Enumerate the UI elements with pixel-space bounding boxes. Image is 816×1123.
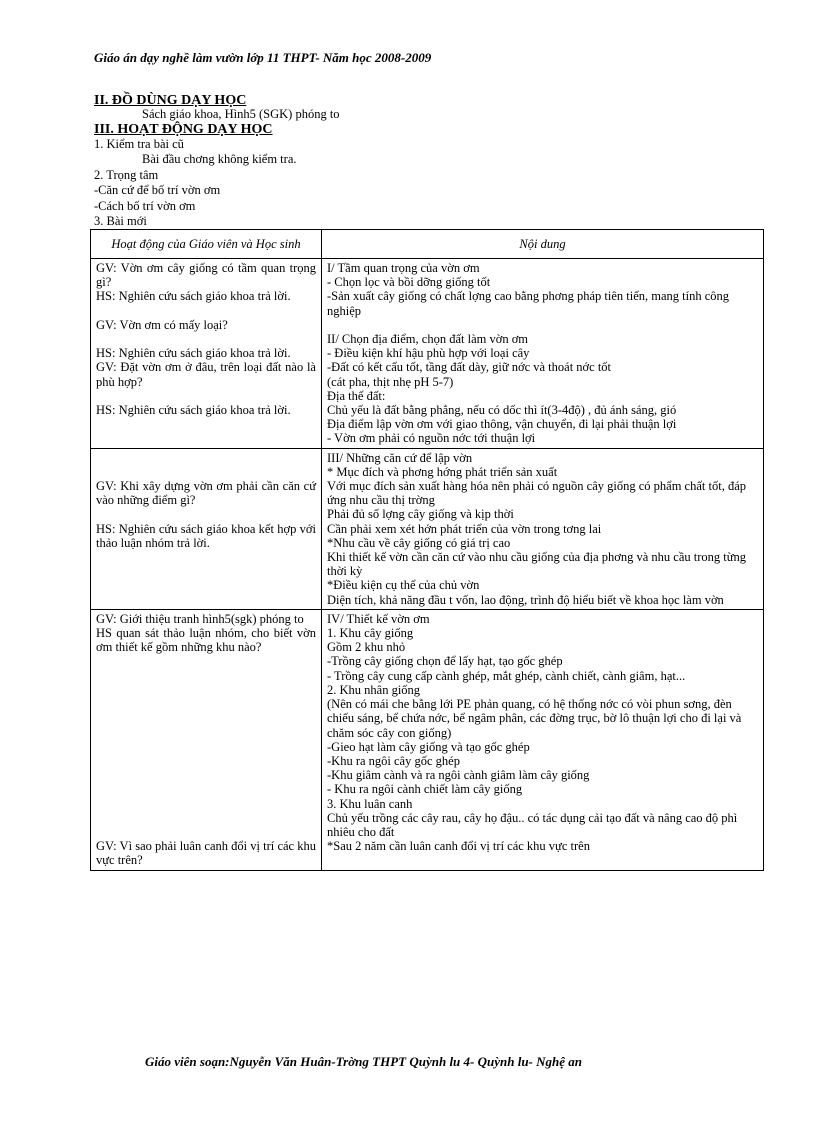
row-3-activities	[91, 609, 322, 870]
row-1-activities	[91, 259, 322, 449]
cell-line	[96, 389, 316, 403]
cell-line: -Sản xuất cây giống có chất lợng cao bằng phơng pháp tiên tiến, mang tính công nghiệp	[327, 289, 730, 318]
cell-line: Chủ yếu trồng các cây rau, cây họ đậu.. có tác dụng cải tạo đất và nâng cao độ phì nhiêu cho đất	[327, 810, 738, 839]
header-activities: Hoạt động của Giáo viên và Học sinh	[91, 230, 322, 259]
header-content: Nội dung	[322, 230, 764, 259]
section-2-line: Sách giáo khoa, Hình5 (SGK) phóng to	[142, 107, 340, 121]
cell-line	[96, 654, 316, 668]
cell-line	[96, 740, 316, 754]
cell-line: -Khu ra ngôi cây gốc ghép	[327, 753, 460, 768]
section-2-title: II. ĐỒ DÙNG DẠY HỌC	[94, 93, 247, 108]
section-3-title: III. HOẠT ĐỘNG DẠY HỌC	[94, 122, 273, 137]
cell-line: - Trồng cây cung cấp cành ghép, mắt ghép, cành chiết, cành giâm, hạt...	[327, 668, 686, 683]
lesson-table	[90, 229, 764, 871]
cell-line	[96, 754, 316, 768]
table-row	[91, 448, 764, 609]
cell-line: 1. Khu cây giống	[327, 626, 414, 641]
cell-line	[96, 683, 316, 697]
cell-line: GV: Vì sao phải luân canh đổi vị trí các khu vực trên?	[96, 839, 316, 868]
cell-line: - Vờn ơm phải có nguồn nớc tới thuận lợi	[327, 431, 536, 446]
cell-line: HS: Nghiên cứu sách giáo khoa kết hợp với thảo luận nhóm trả lời.	[96, 521, 316, 550]
table-header-row	[91, 230, 764, 259]
row-3-content	[322, 609, 764, 870]
cell-line: II/ Chọn địa điểm, chọn đất làm vờn ơm	[327, 332, 529, 347]
cell-line: IV/ Thiết kế vờn ơm	[327, 611, 430, 626]
cell-line: - Khu ra ngôi cành chiết làm cây giống	[327, 782, 523, 797]
cell-line: HS: Nghiên cứu sách giáo khoa trả lời.	[96, 346, 291, 361]
cell-line	[96, 782, 316, 796]
section-3-line-4: -Căn cứ để bố trí vờn ơm	[94, 183, 221, 197]
row-1-content	[322, 259, 764, 449]
page-header: Giáo án dạy nghề làm vườn lớp 11 THPT- Năm học 2008-2009	[94, 50, 432, 65]
cell-line: - Điều kiện khí hậu phù hợp với loại cây	[327, 346, 530, 361]
cell-line: GV: Vờn ơm có mấy loại?	[96, 317, 228, 332]
cell-line: 3. Khu luân canh	[327, 796, 413, 811]
cell-line: GV: Khi xây dựng vờn ơm phải cần căn cứ vào những điểm gì?	[96, 479, 316, 508]
row-2-content	[322, 448, 764, 609]
section-3-line-5: -Cách bố trí vờn ơm	[94, 199, 196, 213]
cell-line: HS: Nghiên cứu sách giáo khoa trả lời.	[96, 403, 291, 418]
cell-line: Chủ yếu là đất bằng phẳng, nếu có dốc thì ít(3-4độ) , đủ ánh sáng, gió	[327, 403, 677, 418]
cell-line: *Điều kiện cụ thể của chủ vờn	[327, 578, 480, 593]
cell-line: * Mục đích và phơng hớng phát triển sản xuất	[327, 464, 558, 479]
cell-line	[96, 451, 316, 465]
cell-line: Khi thiết kế vờn cần căn cứ vào nhu cầu giống của địa phơng và nhu cầu trong từng thời kỳ	[327, 550, 747, 579]
cell-line: -Trồng cây giống chọn để lấy hạt, tạo gốc ghép	[327, 654, 563, 669]
cell-line: Cần phải xem xét hớn phát triển của vờn trong tơng lai	[327, 521, 602, 536]
cell-line: GV: Đặt vờn ơm ở đâu, trên loại đất nào là phù hợp?	[96, 360, 316, 389]
cell-line	[96, 507, 316, 521]
cell-line: -Khu giâm cành và ra ngôi cành giâm làm cây giống	[327, 768, 590, 783]
table-row	[91, 259, 764, 449]
cell-line	[96, 768, 316, 782]
cell-line: HS quan sát thảo luận nhóm, cho biết vờn ơm thiết kế gồm những khu nào?	[96, 626, 316, 655]
cell-line: -Đất có kết cấu tốt, tầng đất dày, giữ nớc và thoát nớc tốt	[327, 360, 612, 375]
cell-line: 2. Khu nhân giống	[327, 682, 421, 697]
cell-line	[96, 811, 316, 825]
cell-line: Diện tích, khả năng đầu t vốn, lao động, trình độ hiểu biết về khoa học làm vờn	[327, 592, 724, 607]
cell-line	[96, 711, 316, 725]
cell-line: III/ Những căn cứ để lập vờn	[327, 450, 473, 465]
cell-line: Địa thế đất:	[327, 388, 386, 403]
cell-line: Phải đủ số lợng cây giống và kịp thời	[327, 507, 514, 522]
page-footer: Giáo viên soạn:Nguyễn Văn Huân-Trờng THPT Quỳnh lu 4- Quỳnh lu- Nghệ an	[145, 1054, 583, 1069]
cell-line: GV: Vờn ơm cây giống có tầm quan trọng gì?	[96, 261, 316, 290]
cell-line	[96, 797, 316, 811]
cell-line: (Nên có mái che bằng lới PE phản quang, có hệ thống nớc có vòi phun sơng, đèn chiếu sáng, bể chứa nớc, bể ngâm phân, các đờng trục, bờ lô thuận lợi cho đi lại và chăm sóc cây con giống)	[327, 697, 742, 740]
cell-line	[96, 726, 316, 740]
cell-line: I/ Tầm quan trọng của vờn ơm	[327, 261, 480, 275]
cell-line: - Chọn lọc và bồi dỡng giống tốt	[327, 275, 491, 290]
cell-line: *Nhu cầu về cây giống có giá trị cao	[327, 535, 511, 550]
cell-line: Gồm 2 khu nhỏ	[327, 640, 406, 655]
cell-line: HS: Nghiên cứu sách giáo khoa trả lời.	[96, 289, 291, 304]
cell-line	[96, 697, 316, 711]
cell-line: *Sau 2 năm cần luân canh đổi vị trí các khu vực trên	[327, 839, 590, 854]
section-3-line-6: 3. Bài mới	[94, 214, 147, 228]
section-3-line-1: 1. Kiểm tra bài cũ	[94, 137, 184, 151]
cell-line	[327, 318, 758, 332]
cell-line	[96, 332, 316, 346]
cell-line	[96, 304, 316, 318]
cell-line: Địa điểm lập vờn ơm với giao thông, vận chuyển, đi lại phải thuận lợi	[327, 417, 677, 432]
section-3-line-3: 2. Trọng tâm	[94, 168, 159, 182]
cell-line: (cát pha, thịt nhẹ pH 5-7)	[327, 374, 454, 389]
row-2-activities	[91, 448, 322, 609]
cell-line	[96, 669, 316, 683]
cell-line: Với mục đích sản xuất hàng hóa nên phải có nguồn cây giống có phẩm chất tốt, đáp ứng nhu cầu thị trờng	[327, 479, 747, 508]
section-3-line-2: Bài đầu chơng không kiểm tra.	[142, 152, 297, 166]
cell-line	[96, 825, 316, 839]
cell-line: -Gieo hạt làm cây giống và tạo gốc ghép	[327, 739, 530, 754]
table-row	[91, 609, 764, 870]
cell-line	[96, 465, 316, 479]
cell-line: GV: Giới thiệu tranh hình5(sgk) phóng to	[96, 611, 304, 626]
